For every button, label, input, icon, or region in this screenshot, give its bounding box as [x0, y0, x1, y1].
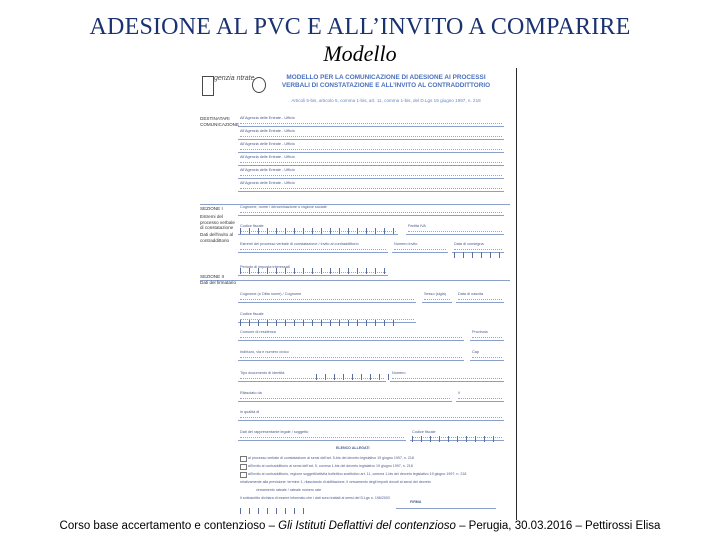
char-box-divider	[294, 508, 295, 514]
date-boxes	[454, 252, 502, 258]
char-box-divider	[339, 320, 340, 326]
char-box-divider	[267, 508, 268, 514]
section1-subtitle: Estremi del processo verbale di constatazione	[200, 214, 235, 230]
char-box-divider	[312, 228, 313, 234]
cf2-label: Codice fiscale	[240, 312, 264, 316]
char-box-divider	[249, 508, 250, 514]
comune-field[interactable]	[238, 329, 464, 341]
char-box-divider	[249, 320, 250, 326]
char-box-divider	[472, 252, 473, 258]
char-box-divider	[493, 436, 494, 442]
slide-title: ADESIONE AL PVC E ALL’INVITO A COMPARIRE	[89, 14, 631, 40]
char-box-divider	[312, 320, 313, 326]
partita-iva-field[interactable]	[406, 223, 504, 235]
cognome-label: Cognome, nome / denominazione o ragione sociale	[240, 205, 327, 209]
allegato-text: all'invito al contraddittorio ai sensi dell'art. 5, comma 1-bis del decreto legislativo 19 giugno 1997, n. 218	[248, 464, 413, 468]
char-box-divider	[240, 320, 241, 326]
cf2-boxes	[240, 320, 400, 326]
char-box-divider	[285, 268, 286, 274]
elenco-allegati-label: ELENCO ALLEGATI	[336, 446, 370, 450]
dest-field-label: All'Agenzia delle Entrate - Ufficio	[240, 142, 295, 146]
writing-line	[240, 437, 404, 438]
comune-label: Comune di residenza	[240, 330, 276, 334]
char-box-divider	[393, 228, 394, 234]
char-box-divider	[348, 228, 349, 234]
writing-line	[472, 337, 502, 338]
char-box-divider	[258, 228, 259, 234]
char-box-divider	[316, 374, 317, 380]
char-box-divider	[490, 252, 491, 258]
cf3-boxes	[412, 436, 500, 442]
writing-line	[240, 299, 414, 300]
char-box-divider	[384, 228, 385, 234]
dest-field-label: All'Agenzia delle Entrate - Ufficio	[240, 116, 295, 120]
char-box-divider	[240, 268, 241, 274]
nascita-field[interactable]	[456, 291, 504, 303]
char-box-divider	[379, 374, 380, 380]
char-box-divider	[240, 508, 241, 514]
provincia-label: Provincia	[472, 330, 488, 334]
footer-suffix: – Perugia, 30.03.2016 – Pettirossi Elisa	[455, 520, 661, 532]
writing-line	[454, 249, 502, 250]
dest-field-label: All'Agenzia delle Entrate - Ufficio	[240, 181, 295, 185]
char-box-divider	[463, 252, 464, 258]
char-box-divider	[375, 228, 376, 234]
rappresentante-label: Dati del rappresentante legale / soggetto	[240, 430, 309, 434]
cognome2-label: Cognome (o Ditta nome) / Cognome	[240, 292, 302, 296]
char-box-divider	[357, 228, 358, 234]
partita-iva-label: Partita IVA	[408, 224, 426, 228]
char-box-divider	[294, 228, 295, 234]
char-box-divider	[330, 320, 331, 326]
writing-line	[240, 188, 502, 189]
char-box-divider	[499, 252, 500, 258]
firma-label: FIRMA	[410, 500, 422, 504]
il-label: il	[458, 391, 460, 395]
char-box-divider	[303, 268, 304, 274]
writing-line	[394, 249, 446, 250]
char-box-divider	[343, 374, 344, 380]
char-box-divider	[388, 374, 389, 380]
allegato-text: Il sottoscritto dichiara di essere informato che i dati sono trattati ai sensi del D.Lgs n. 196/2003	[240, 496, 390, 500]
section2-subtitle: Dati del firmatario	[200, 280, 236, 285]
dest-field-label: All'Agenzia delle Entrate - Ufficio	[240, 155, 295, 159]
qualita-field[interactable]	[238, 409, 504, 421]
char-box-divider	[325, 374, 326, 380]
char-box-divider	[366, 228, 367, 234]
allegato-text: all'invito al contraddittorio, regione soggetti/attività bollettino sostitutivo art. 11, comma 1-bis del decreto legislativo 19 giugno 1997, n. 218	[248, 472, 467, 476]
writing-line	[240, 123, 502, 124]
allegato-checkbox[interactable]	[240, 464, 247, 470]
char-box-divider	[267, 320, 268, 326]
footer-italic: Gli Istituti Deflattivi del contenzioso	[278, 520, 456, 532]
char-box-divider	[285, 320, 286, 326]
char-box-divider	[430, 436, 431, 442]
char-box-divider	[339, 228, 340, 234]
char-box-divider	[339, 268, 340, 274]
form-title	[266, 74, 506, 90]
writing-line	[472, 357, 502, 358]
allegato-text: versamento rateale / rateale numero rate	[256, 488, 322, 492]
char-box-divider	[276, 508, 277, 514]
char-box-divider	[384, 268, 385, 274]
writing-line	[240, 136, 502, 137]
char-box-divider	[267, 268, 268, 274]
writing-line	[240, 162, 502, 163]
char-box-divider	[357, 268, 358, 274]
form-reference: Articoli 5-bis, articolo 5, comma 1-bis, art. 11, comma 1-bis, del D.Lgs 19 giugno 1997, n. 218	[291, 98, 481, 103]
writing-line	[408, 231, 502, 232]
republic-emblem-icon	[252, 77, 266, 93]
char-box-divider	[276, 320, 277, 326]
cf3-label: Codice fiscale	[412, 430, 436, 434]
dati-label: Dati dell'invito al contraddittorio	[200, 232, 234, 243]
char-box-divider	[481, 252, 482, 258]
char-box-divider	[258, 320, 259, 326]
char-box-divider	[348, 268, 349, 274]
writing-line	[240, 149, 502, 150]
char-box-divider	[334, 374, 335, 380]
char-box-divider	[276, 228, 277, 234]
rilasciato-label: Rilasciato da	[240, 391, 262, 395]
cf-label: Codice fiscale	[240, 224, 264, 228]
char-box-divider	[330, 268, 331, 274]
char-box-divider	[384, 320, 385, 326]
char-box-divider	[258, 508, 259, 514]
char-box-divider	[276, 268, 277, 274]
bottom-boxes	[240, 508, 310, 514]
section-divider	[200, 280, 510, 281]
char-box-divider	[267, 228, 268, 234]
char-box-divider	[321, 228, 322, 234]
cf-boxes	[240, 228, 400, 234]
writing-line	[240, 357, 462, 358]
sesso-label: Sesso (sigla)	[424, 292, 446, 296]
nascita-label: Data di nascita	[458, 292, 484, 296]
char-box-divider	[361, 374, 362, 380]
agency-logo	[202, 72, 260, 98]
char-box-divider	[484, 436, 485, 442]
indirizzo-field[interactable]	[238, 349, 464, 361]
char-box-divider	[240, 228, 241, 234]
numero-documento-label: Numero	[392, 371, 406, 375]
char-box-divider	[466, 436, 467, 442]
dest-field-label: All'Agenzia delle Entrate - Ufficio	[240, 168, 295, 172]
allegato-text: al processo verbale di constatazione ai sensi dell'art. 5-bis del decreto legislativo 19 giugno 1997, n. 218	[248, 456, 414, 460]
logo-mark-icon	[202, 76, 214, 96]
cap-field[interactable]	[470, 349, 504, 361]
char-box-divider	[393, 320, 394, 326]
char-box-divider	[303, 320, 304, 326]
char-box-divider	[258, 268, 259, 274]
form-document	[196, 68, 517, 520]
dest-field-label: All'Agenzia delle Entrate - Ufficio	[240, 129, 295, 133]
cognome2-field[interactable]	[238, 291, 416, 303]
char-box-divider	[285, 508, 286, 514]
char-box-divider	[366, 268, 367, 274]
cognome-field[interactable]	[238, 204, 504, 216]
allegato-checkbox[interactable]	[240, 456, 247, 462]
char-box-divider	[312, 268, 313, 274]
dest-field[interactable]	[238, 167, 504, 179]
char-box-divider	[285, 228, 286, 234]
char-box-divider	[457, 436, 458, 442]
char-box-divider	[348, 320, 349, 326]
char-box-divider	[475, 436, 476, 442]
char-box-divider	[249, 228, 250, 234]
numero-documento-field[interactable]	[390, 370, 504, 382]
char-box-divider	[357, 320, 358, 326]
rappresentante-field[interactable]	[238, 429, 406, 441]
provincia-field[interactable]	[470, 329, 504, 341]
char-box-divider	[454, 252, 455, 258]
writing-line	[392, 378, 502, 379]
writing-line	[424, 299, 450, 300]
slide-subtitle: Modello	[323, 41, 397, 66]
numero-invito-field[interactable]	[392, 241, 448, 253]
data-consegna-label: Data di consegna	[454, 242, 484, 246]
dest-field[interactable]	[238, 128, 504, 140]
periodo-boxes	[240, 268, 390, 274]
char-box-divider	[294, 320, 295, 326]
dest-field[interactable]	[238, 180, 504, 192]
char-box-divider	[412, 436, 413, 442]
section2-label: SEZIONE II	[200, 274, 224, 279]
documento-boxes	[316, 374, 390, 380]
writing-line	[458, 299, 502, 300]
char-box-divider	[375, 268, 376, 274]
dest-field[interactable]	[238, 141, 504, 153]
char-box-divider	[352, 374, 353, 380]
writing-line	[240, 417, 502, 418]
writing-line	[458, 398, 502, 399]
dest-label: DESTINATARI COMUNICAZIONE	[200, 116, 240, 127]
numero-invito-label: Numero invito	[394, 242, 418, 246]
periodo-label: Periodo di imposta interessati	[240, 265, 290, 269]
writing-line	[240, 398, 450, 399]
logo-text: genzia ntrate	[214, 75, 255, 82]
footer-prefix: Corso base accertamento e contenzioso –	[59, 520, 279, 532]
char-box-divider	[303, 228, 304, 234]
form-title-line1: MODELLO PER LA COMUNICAZIONE DI ADESIONE AI PROCESSI	[286, 74, 486, 81]
char-box-divider	[294, 268, 295, 274]
char-box-divider	[375, 320, 376, 326]
writing-line	[240, 212, 502, 213]
char-box-divider	[321, 320, 322, 326]
indirizzo-label: Indirizzo, via e numero civico	[240, 350, 289, 354]
char-box-divider	[439, 436, 440, 442]
allegato-text: relativamente alla previsione: termine 1, rilasciando di abilitazione, il versamento degli importi dovuti ai sensi del decreto	[240, 480, 431, 484]
documento-label: Tipo documento di identità	[240, 371, 285, 375]
il-field[interactable]	[456, 390, 504, 402]
qualita-label: in qualità di	[240, 410, 260, 414]
pvc-field[interactable]	[238, 241, 388, 253]
section1-label: SEZIONE I	[200, 206, 223, 211]
writing-line	[240, 249, 386, 250]
char-box-divider	[370, 374, 371, 380]
form-title-line2: VERBALI DI CONSTATAZIONE E ALL’INVITO AL CONTRADDITTORIO	[281, 82, 491, 89]
dest-field[interactable]	[238, 115, 504, 127]
sesso-field[interactable]	[422, 291, 452, 303]
slide-footer	[0, 520, 720, 532]
char-box-divider	[249, 268, 250, 274]
cap-label: Cap	[472, 350, 479, 354]
char-box-divider	[321, 268, 322, 274]
writing-line	[240, 337, 462, 338]
allegato-checkbox[interactable]	[240, 472, 247, 478]
char-box-divider	[421, 436, 422, 442]
rilasciato-field[interactable]	[238, 390, 452, 402]
char-box-divider	[366, 320, 367, 326]
firma-line[interactable]	[396, 508, 496, 509]
char-box-divider	[448, 436, 449, 442]
dest-field[interactable]	[238, 154, 504, 166]
pvc-label: Estremi del processo verbale di constatazione / invito al contraddittorio	[240, 242, 359, 246]
char-box-divider	[303, 508, 304, 514]
char-box-divider	[330, 228, 331, 234]
writing-line	[240, 175, 502, 176]
